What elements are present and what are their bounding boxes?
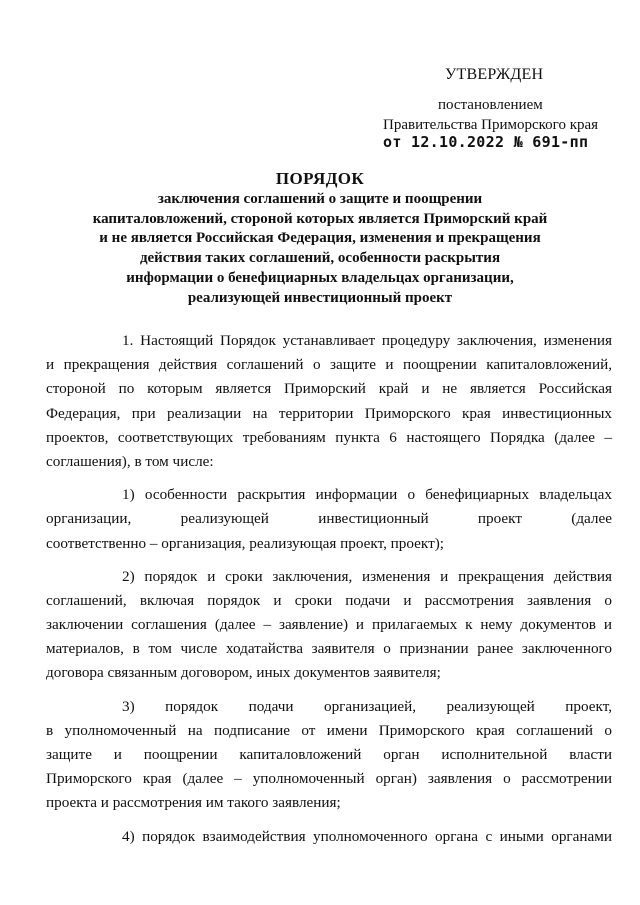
text-line: соглашений, включая порядок и сроки подачи и рассмотрения заявления о — [46, 591, 612, 609]
paragraph-5 — [86, 825, 612, 849]
text-line: 1. Настоящий Порядок устанавливает процедуру заключения, изменения — [122, 332, 612, 349]
text-line: материалов, в том числе ходатайства заявителя о признании ранее заключенного — [46, 640, 612, 658]
heading-line: реализующей инвестиционный проект — [187, 289, 453, 306]
approval-block — [0, 0, 640, 160]
paragraph-4 — [46, 695, 612, 816]
text-line: защите и поощрении капиталовложений орган исполнительной власти — [46, 746, 612, 763]
text-line: проектов, соответствующих требованиям пункта 6 настоящего Порядка (далее – — [46, 428, 612, 446]
text-line: соглашения), в том числе: — [46, 452, 214, 470]
paragraph-1 — [46, 329, 612, 474]
text-line: Приморского края (далее – уполномоченный орган) заявления о рассмотрении — [46, 770, 612, 788]
heading-line: капиталовложений, стороной которых является Приморский край — [92, 210, 548, 227]
text-line: 4) порядок взаимодействия уполномоченного органа с иными органами — [122, 827, 612, 845]
heading-line: и не является Российская Федерация, изменения и прекращения — [99, 230, 541, 247]
document-body — [46, 329, 612, 849]
approval-title: УТВЕРЖДЕН — [445, 66, 544, 83]
text-line: 3) порядок подачи организацией, реализующей проект, — [122, 697, 612, 715]
text-line: Федерация, при реализации на территории Приморского края инвестиционных — [46, 404, 612, 422]
document-title: ПОРЯДОК — [275, 169, 365, 188]
heading-line: действия таких соглашений, особенности раскрытия — [139, 250, 501, 267]
heading-line: заключения соглашений о защите и поощрении — [157, 191, 483, 207]
text-line: соответственно – организация, реализующая проект, проект); — [46, 534, 445, 552]
paragraph-2 — [46, 483, 612, 556]
document-heading — [60, 168, 580, 308]
text-line: проекта и рассмотрения им такого заявления; — [46, 794, 341, 812]
approval-line-decree: постановлением — [438, 97, 543, 113]
text-line: договора связанным договором, иных документов заявителя; — [46, 664, 441, 682]
text-line: организации, реализующей инвестиционный проект (далее — [46, 510, 612, 528]
text-line: и прекращения действия соглашений о защите и поощрении капиталовложений, — [46, 356, 612, 374]
text-line: в уполномоченный на подписание от имени Приморского края соглашений о — [46, 721, 612, 739]
approval-date-number: от 12.10.2022 № 691-пп — [383, 133, 589, 151]
text-line: заключении соглашения (далее – заявление) и прилагаемых к нему документов и — [46, 616, 612, 634]
text-line: 1) особенности раскрытия информации о бенефициарных владельцах — [122, 486, 612, 504]
text-line: стороной по которым является Приморский край и не является Российская — [46, 380, 612, 398]
text-line: 2) порядок и сроки заключения, изменения и прекращения действия — [122, 567, 612, 585]
approval-line-government: Правительства Приморского края — [383, 117, 599, 133]
heading-line: информации о бенефициарных владельцах организации, — [126, 269, 514, 286]
paragraph-3 — [46, 565, 612, 686]
